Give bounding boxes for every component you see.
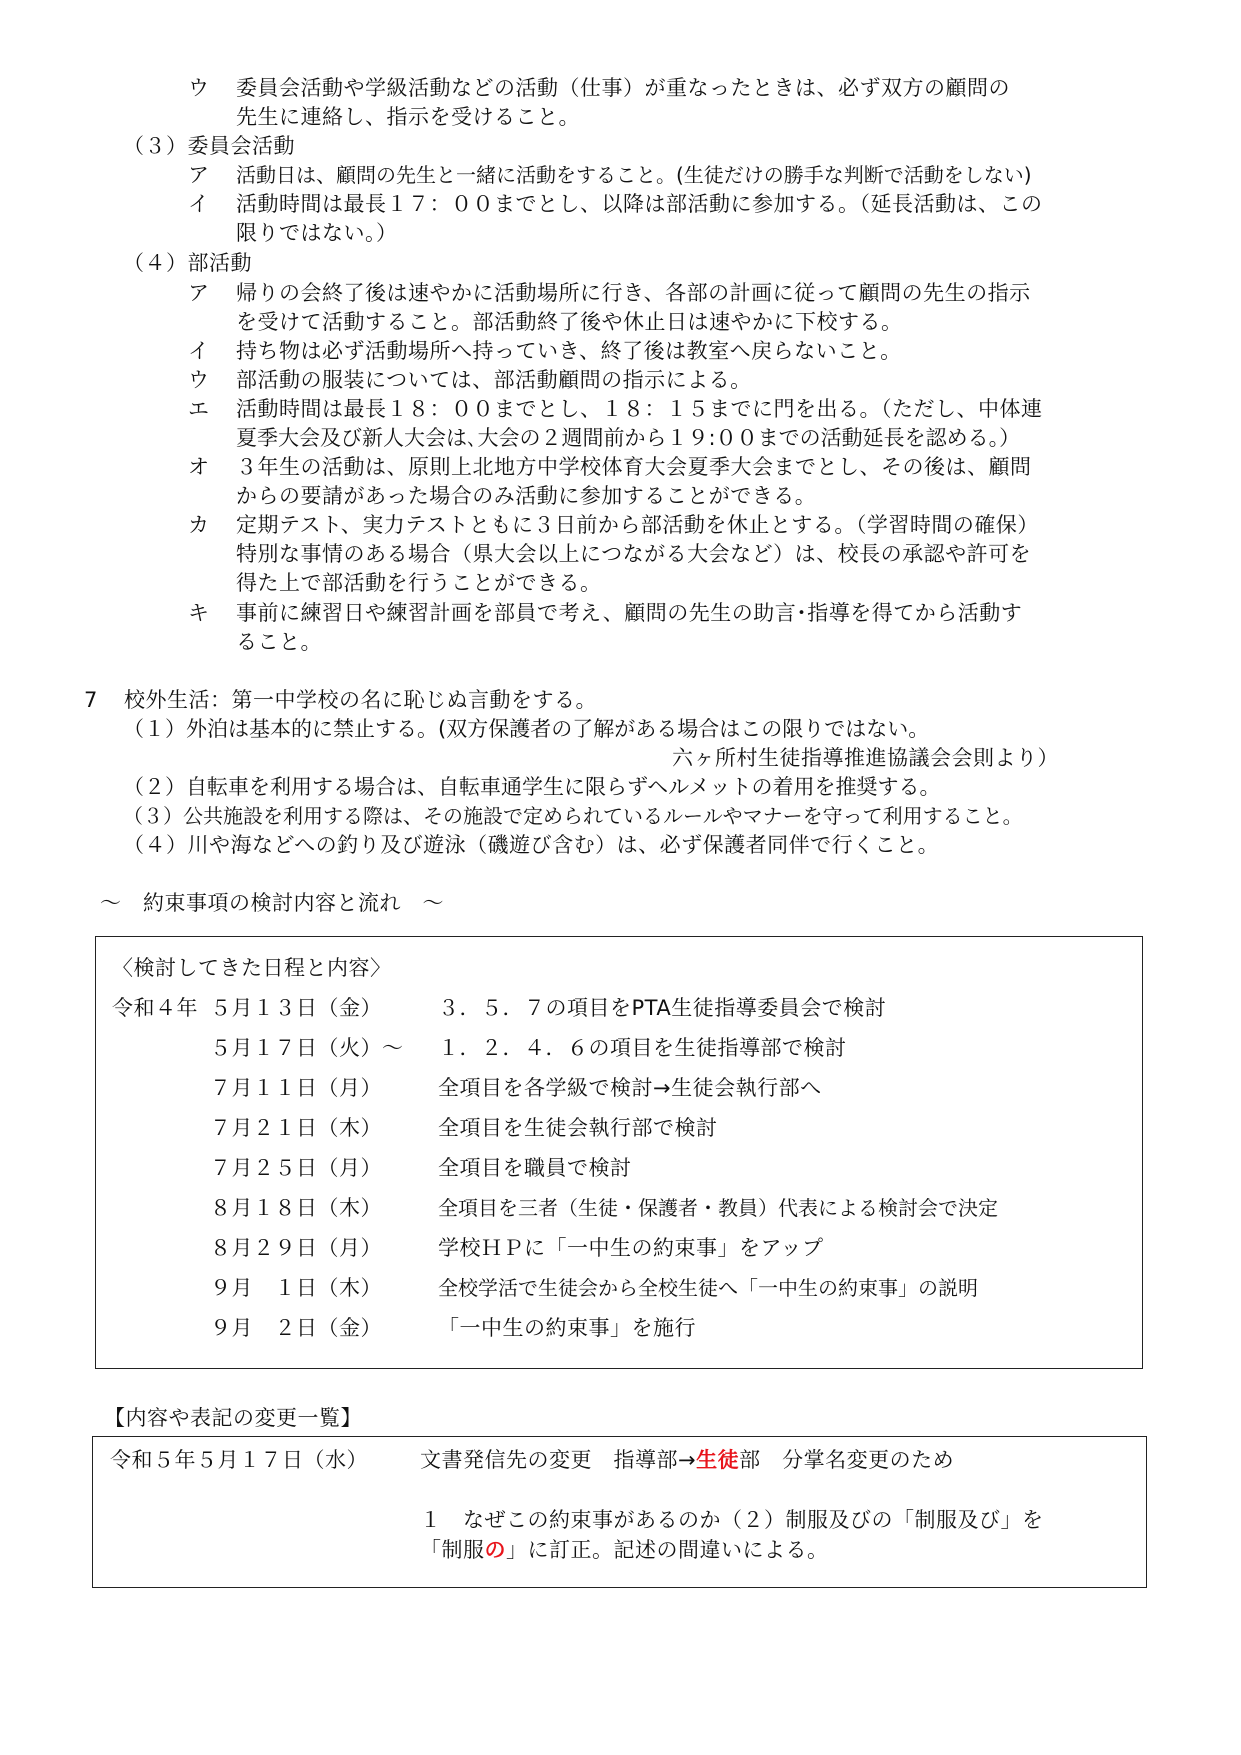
item-text: 帰りの会終了後は速やかに活動場所に行き、各部の計画に従って顧問の先生の指示	[236, 281, 1031, 305]
item-text: 特別な事情のある場合（県大会以上につながる大会など）は、校長の承認や許可を	[236, 542, 1032, 566]
item-text: 事前に練習日や練習計画を部員で考え、顧問の先生の助言･指導を得てから活動す	[236, 601, 1023, 625]
item-marker: イ	[188, 339, 210, 363]
item-text: 夏季大会及び新人大会は､大会の２週間前から１９:００までの活動延長を認める。）	[236, 426, 1021, 450]
item-marker: エ	[188, 397, 210, 421]
schedule-date: ７月１１日（月）	[210, 1076, 382, 1100]
schedule-content: 学校ＨＰに「一中生の約束事」をアップ	[438, 1236, 824, 1260]
item-text: 得た上で部活動を行うことができる。	[236, 571, 602, 595]
change-text: 「制服	[420, 1538, 485, 1562]
schedule-date: ７月２５日（月）	[210, 1156, 382, 1180]
change-highlight: の	[484, 1538, 506, 1562]
schedule-date: ８月１８日（木）	[210, 1196, 382, 1220]
item-text: 委員会活動や学級活動などの活動（仕事）が重なったときは、必ず双方の顧問の	[236, 76, 1010, 100]
change-entry	[420, 1537, 829, 1564]
schedule-content: 全校学活で生徒会から全校生徒へ「一中生の約束事」の説明	[438, 1276, 978, 1300]
schedule-date: ７月２１日（木）	[210, 1116, 382, 1140]
item-text: 部活動の服装については、部活動顧問の指示による。	[236, 368, 752, 392]
list-item: （３）公共施設を利用する際は、その施設で定められているルールやマナーを守って利用すること。	[123, 804, 1023, 828]
item-text: 先生に連絡し、指示を受けること。	[236, 105, 580, 129]
schedule-content: 全項目を職員で検討	[438, 1156, 632, 1180]
change-text: 文書発信先の変更 指導部→	[420, 1448, 697, 1472]
item-marker: カ	[188, 513, 210, 537]
schedule-heading: 〈検討してきた日程と内容〉	[112, 956, 392, 980]
schedule-content: 全項目を三者（生徒・保護者・教員）代表による検討会で決定	[438, 1196, 998, 1220]
schedule-date: ９月 １日（木）	[210, 1276, 382, 1300]
list-item: （２）自転車を利用する場合は、自転車通学生に限らずヘルメットの着用を推奨する。	[123, 775, 941, 799]
schedule-content: 全項目を各学級で検討→生徒会執行部へ	[438, 1076, 822, 1100]
schedule-content: １．２．４．６の項目を生徒指導部で検討	[438, 1036, 847, 1060]
item-text: 活動時間は最長１７：００までとし、以降は部活動に参加する。（延長活動は、この	[236, 192, 1043, 216]
schedule-era: 令和４年	[112, 996, 198, 1020]
list-item: （１）外泊は基本的に禁止する。(双方保護者の了解がある場合はこの限りではない。	[123, 717, 930, 741]
subsection-heading: （４）部活動	[123, 251, 252, 275]
item-text: 活動時間は最長１８：００までとし、１８：１５までに門を出る。（ただし、中体連	[236, 397, 1043, 421]
item-text: ３年生の活動は、原則上北地方中学校体育大会夏季大会までとし、その後は、顧問	[236, 455, 1032, 479]
item-text: からの要請があった場合のみ活動に参加することができる。	[236, 484, 817, 508]
item-marker: ア	[188, 281, 210, 305]
change-text: 」に訂正。記述の間違いによる。	[506, 1538, 829, 1562]
change-entry: １ なぜこの約束事があるのか（２）制服及びの「制服及び」を	[420, 1508, 1044, 1532]
item-text: 定期テスト、実力テストともに３日前から部活動を休止とする。（学習時間の確保）	[236, 513, 1039, 537]
schedule-date: ８月２９日（月）	[210, 1236, 382, 1260]
item-marker: オ	[188, 455, 210, 479]
list-item-note: 六ヶ所村生徒指導推進協議会会則より）	[672, 746, 1059, 770]
change-highlight: 生徒	[696, 1448, 740, 1472]
item-marker: イ	[188, 192, 210, 216]
review-heading: ～ 約束事項の検討内容と流れ ～	[100, 891, 444, 915]
change-entry	[420, 1447, 954, 1474]
item-text: 限りではない。）	[236, 221, 398, 245]
change-date: 令和５年５月１７日（水）	[110, 1448, 368, 1472]
change-text: 部 分掌名変更のため	[739, 1448, 955, 1472]
changes-heading: 【内容や表記の変更一覧】	[104, 1406, 362, 1430]
item-text: ること。	[236, 630, 322, 654]
item-marker: ア	[188, 163, 210, 187]
schedule-date: ５月１７日（火）〜	[210, 1036, 404, 1060]
item-text: 持ち物は必ず活動場所へ持っていき、終了後は教室へ戻らないこと。	[236, 339, 902, 363]
item-text: 活動日は、顧問の先生と一緒に活動をすること。(生徒だけの勝手な判断で活動をしない)	[236, 163, 1032, 187]
schedule-date: ９月 ２日（金）	[210, 1316, 382, 1340]
schedule-content: 全項目を生徒会執行部で検討	[438, 1116, 718, 1140]
list-item: （４）川や海などへの釣り及び遊泳（磯遊び含む）は、必ず保護者同伴で行くこと。	[123, 833, 940, 857]
schedule-content: 「一中生の約束事」を施行	[438, 1316, 696, 1340]
schedule-date: ５月１３日（金）	[210, 996, 382, 1020]
section-title: 校外生活：第一中学校の名に恥じぬ言動をする。	[124, 688, 597, 712]
item-text: を受けて活動すること。部活動終了後や休止日は速やかに下校する。	[236, 310, 903, 334]
schedule-content: ３．５．７の項目をPTA生徒指導委員会で検討	[438, 996, 887, 1020]
item-marker: キ	[188, 601, 210, 625]
section-number: 7	[84, 688, 98, 712]
subsection-heading: （３）委員会活動	[123, 134, 295, 158]
item-marker: ウ	[188, 76, 210, 100]
item-marker: ウ	[188, 368, 210, 392]
